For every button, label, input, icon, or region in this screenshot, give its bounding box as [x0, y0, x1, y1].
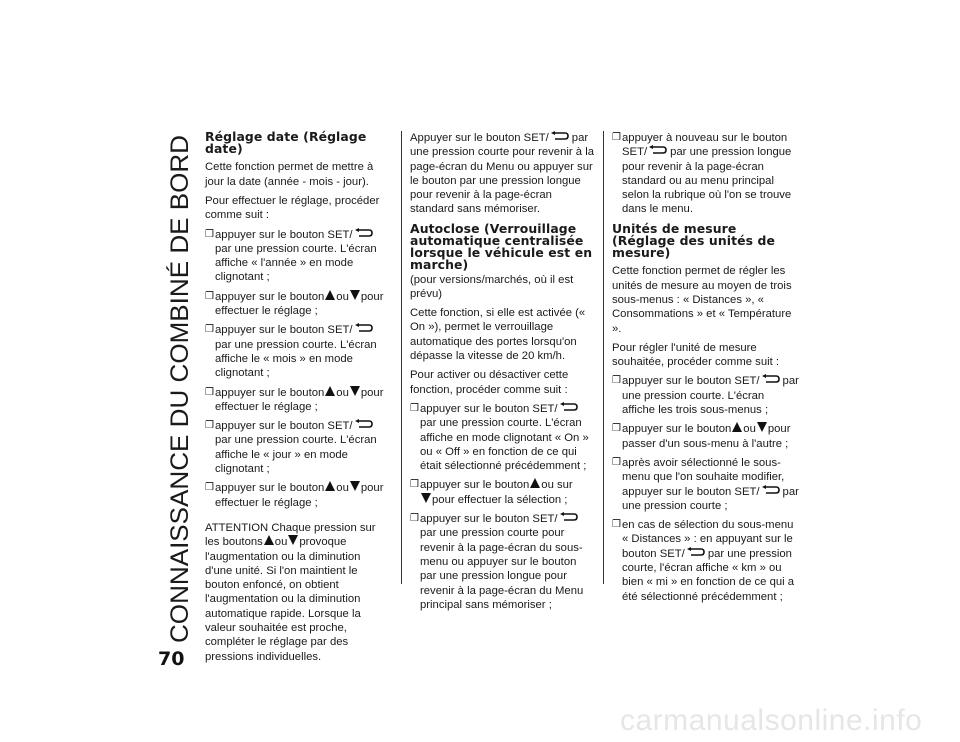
set-return-arrow-icon: [354, 419, 373, 429]
set-return-arrow-icon: [559, 402, 578, 412]
triangle-up-icon: [325, 290, 335, 300]
list-item: ❒ après avoir sélectionné le sous-menu que l'on souhaite modifier, appuyer sur le bouton SET/ par une pression courte ;: [612, 456, 799, 512]
checkbox-bullet-icon: ❒: [410, 479, 419, 491]
set-return-arrow-icon: [559, 512, 578, 522]
paragraph: Pour activer ou désactiver cette fonction, procéder comme suit :: [410, 369, 569, 396]
heading-autoclose: Autoclose (Verrouillage automatique centralisée lorsque le véhicule est en marche): [410, 220, 593, 273]
list-item: ❒ appuyer sur le bouton ou pour effectuer le réglage ;: [205, 290, 384, 318]
triangle-up-icon: [530, 478, 540, 488]
list-item: ❒ en cas de sélection du sous-menu « Distances » : en appuyant sur le bouton SET/ par une pression courte, l'écran affiche « km » ou bien « mi » en fonction de ce qui a été sélectionné précédemment ;: [612, 519, 795, 603]
checkbox-bullet-icon: ❒: [205, 386, 214, 398]
checkbox-bullet-icon: ❒: [612, 375, 621, 387]
list-item: ❒ appuyer à nouveau sur le bouton SET/ par une pression longue pour revenir à la page-écran standard ou au menu principal selon la rubrique où l'on se trouve dans le menu.: [612, 132, 792, 216]
list-item: ❒ appuyer sur le bouton ou pour passer d'un sous-menu à l'autre ;: [612, 423, 791, 450]
triangle-up-icon: [732, 422, 742, 432]
checkbox-bullet-icon: ❒: [410, 402, 419, 414]
section-side-title: [158, 134, 194, 644]
attention-note: ATTENTION Chaque pression sur les boutons ou provoque l'augmentation ou la diminution d'une unité. Si l'on maintient le bouton enfoncé, on obtient l'augmentation ou la diminution automatique rapide. Lorsque la valeur souhaitée est proche, compléter le réglage par des pressions individuelles.: [205, 521, 376, 663]
list-item: ❒ appuyer sur le bouton SET/par une pression courte pour revenir à la page-écran du sous-menu ou appuyer sur le bouton par une pression longue pour revenir à la page-écran du Menu principal sans mémoriser ;: [410, 513, 584, 611]
column-divider: [401, 131, 402, 584]
list-item: ❒ appuyer sur le bouton SET/par une pression courte. L'écran affiche le « mois » en mode clignotant ;: [205, 324, 377, 380]
list-item: ❒ appuyer sur le bouton SET/par une pression courte. L'écran affiche le « jour » en mode clignotant ;: [205, 420, 377, 476]
set-return-arrow-icon: [686, 547, 705, 557]
checkbox-bullet-icon: ❒: [612, 456, 621, 468]
paragraph: Appuyer sur le bouton SET/ par une pression courte pour revenir à la page-écran du Menu ou appuyer sur le bouton par une pression longue pour revenir à la page-écran standard sans mémoriser.: [410, 132, 594, 216]
paragraph: Cette fonction permet de régler les unités de mesure au moyen de trois sous-menus : « Distances », « Consommations » et « Température ».: [612, 265, 792, 335]
checkbox-bullet-icon: ❒: [612, 519, 621, 531]
checkbox-bullet-icon: ❒: [205, 420, 214, 432]
triangle-up-icon: [325, 481, 335, 491]
triangle-up-icon: [325, 386, 335, 396]
list-item: ❒ appuyer sur le bouton SET/par une pression courte. L'écran affiche « l'année » en mode clignotant ;: [205, 228, 377, 284]
triangle-down-icon: [757, 422, 767, 432]
watermark: carmanualsonline.info: [620, 704, 923, 737]
column-1: [205, 131, 390, 669]
heading-reglage-date: Réglage date (Réglage date): [205, 129, 367, 157]
checkbox-bullet-icon: ❒: [612, 132, 621, 143]
triangle-down-icon: [350, 290, 360, 300]
list-item: ❒ appuyer sur le bouton SET/ par une pression courte. L'écran affiche les trois sous-menus ;: [612, 375, 799, 417]
paragraph: Cette fonction permet de mettre à jour la date (année - mois - jour).: [205, 161, 374, 188]
checkbox-bullet-icon: ❒: [205, 324, 214, 336]
section-side-title-text: CONNAISSANCE DU COMBINÉ DE BORD: [166, 155, 194, 643]
column-2: [410, 131, 595, 617]
list-item: ❒ appuyer sur le bouton ou pour effectuer le réglage ;: [205, 386, 384, 413]
set-return-arrow-icon: [648, 145, 667, 155]
checkbox-bullet-icon: ❒: [205, 482, 214, 494]
triangle-down-icon: [288, 535, 298, 545]
subheading-note: (pour versions/marchés, où il est prévu): [410, 273, 574, 300]
heading-unites-de-mesure: Unités de mesure (Réglage des unités de mesure): [612, 220, 776, 261]
list-item: ❒ appuyer sur le bouton SET/par une pression courte. L'écran affiche en mode clignotant « On » ou « Off » en fonction de ce qui était sélectionné précédemment ;: [410, 402, 589, 473]
checkbox-bullet-icon: ❒: [205, 290, 214, 302]
triangle-up-icon: [264, 535, 274, 545]
triangle-down-icon: [350, 481, 360, 491]
set-return-arrow-icon: [354, 228, 373, 238]
triangle-down-icon: [350, 386, 360, 396]
column-3: [612, 131, 800, 609]
column-divider: [603, 131, 604, 584]
checkbox-bullet-icon: ❒: [205, 228, 214, 240]
set-return-arrow-icon: [354, 323, 373, 333]
list-item: ❒ appuyer sur le bouton ou sur pour effectuer la sélection ;: [410, 479, 573, 506]
paragraph: Cette fonction, si elle est activée (« On »), permet le verrouillage automatique des portes lorsqu'on dépasse la vitesse de 20 km/h.: [410, 307, 586, 363]
page-number: 70: [158, 648, 185, 670]
paragraph: Pour effectuer le réglage, procéder comme suit :: [205, 195, 380, 222]
paragraph: Pour régler l'unité de mesure souhaitée, procéder comme suit :: [612, 341, 780, 369]
triangle-down-icon: [421, 493, 431, 503]
checkbox-bullet-icon: ❒: [612, 423, 621, 435]
list-item: ❒ appuyer sur le bouton ou pour effectuer le réglage ;: [205, 482, 384, 509]
checkbox-bullet-icon: ❒: [410, 513, 419, 525]
set-return-arrow-icon: [761, 485, 780, 495]
set-return-arrow-icon: [761, 374, 780, 384]
set-return-arrow-icon: [550, 131, 569, 141]
